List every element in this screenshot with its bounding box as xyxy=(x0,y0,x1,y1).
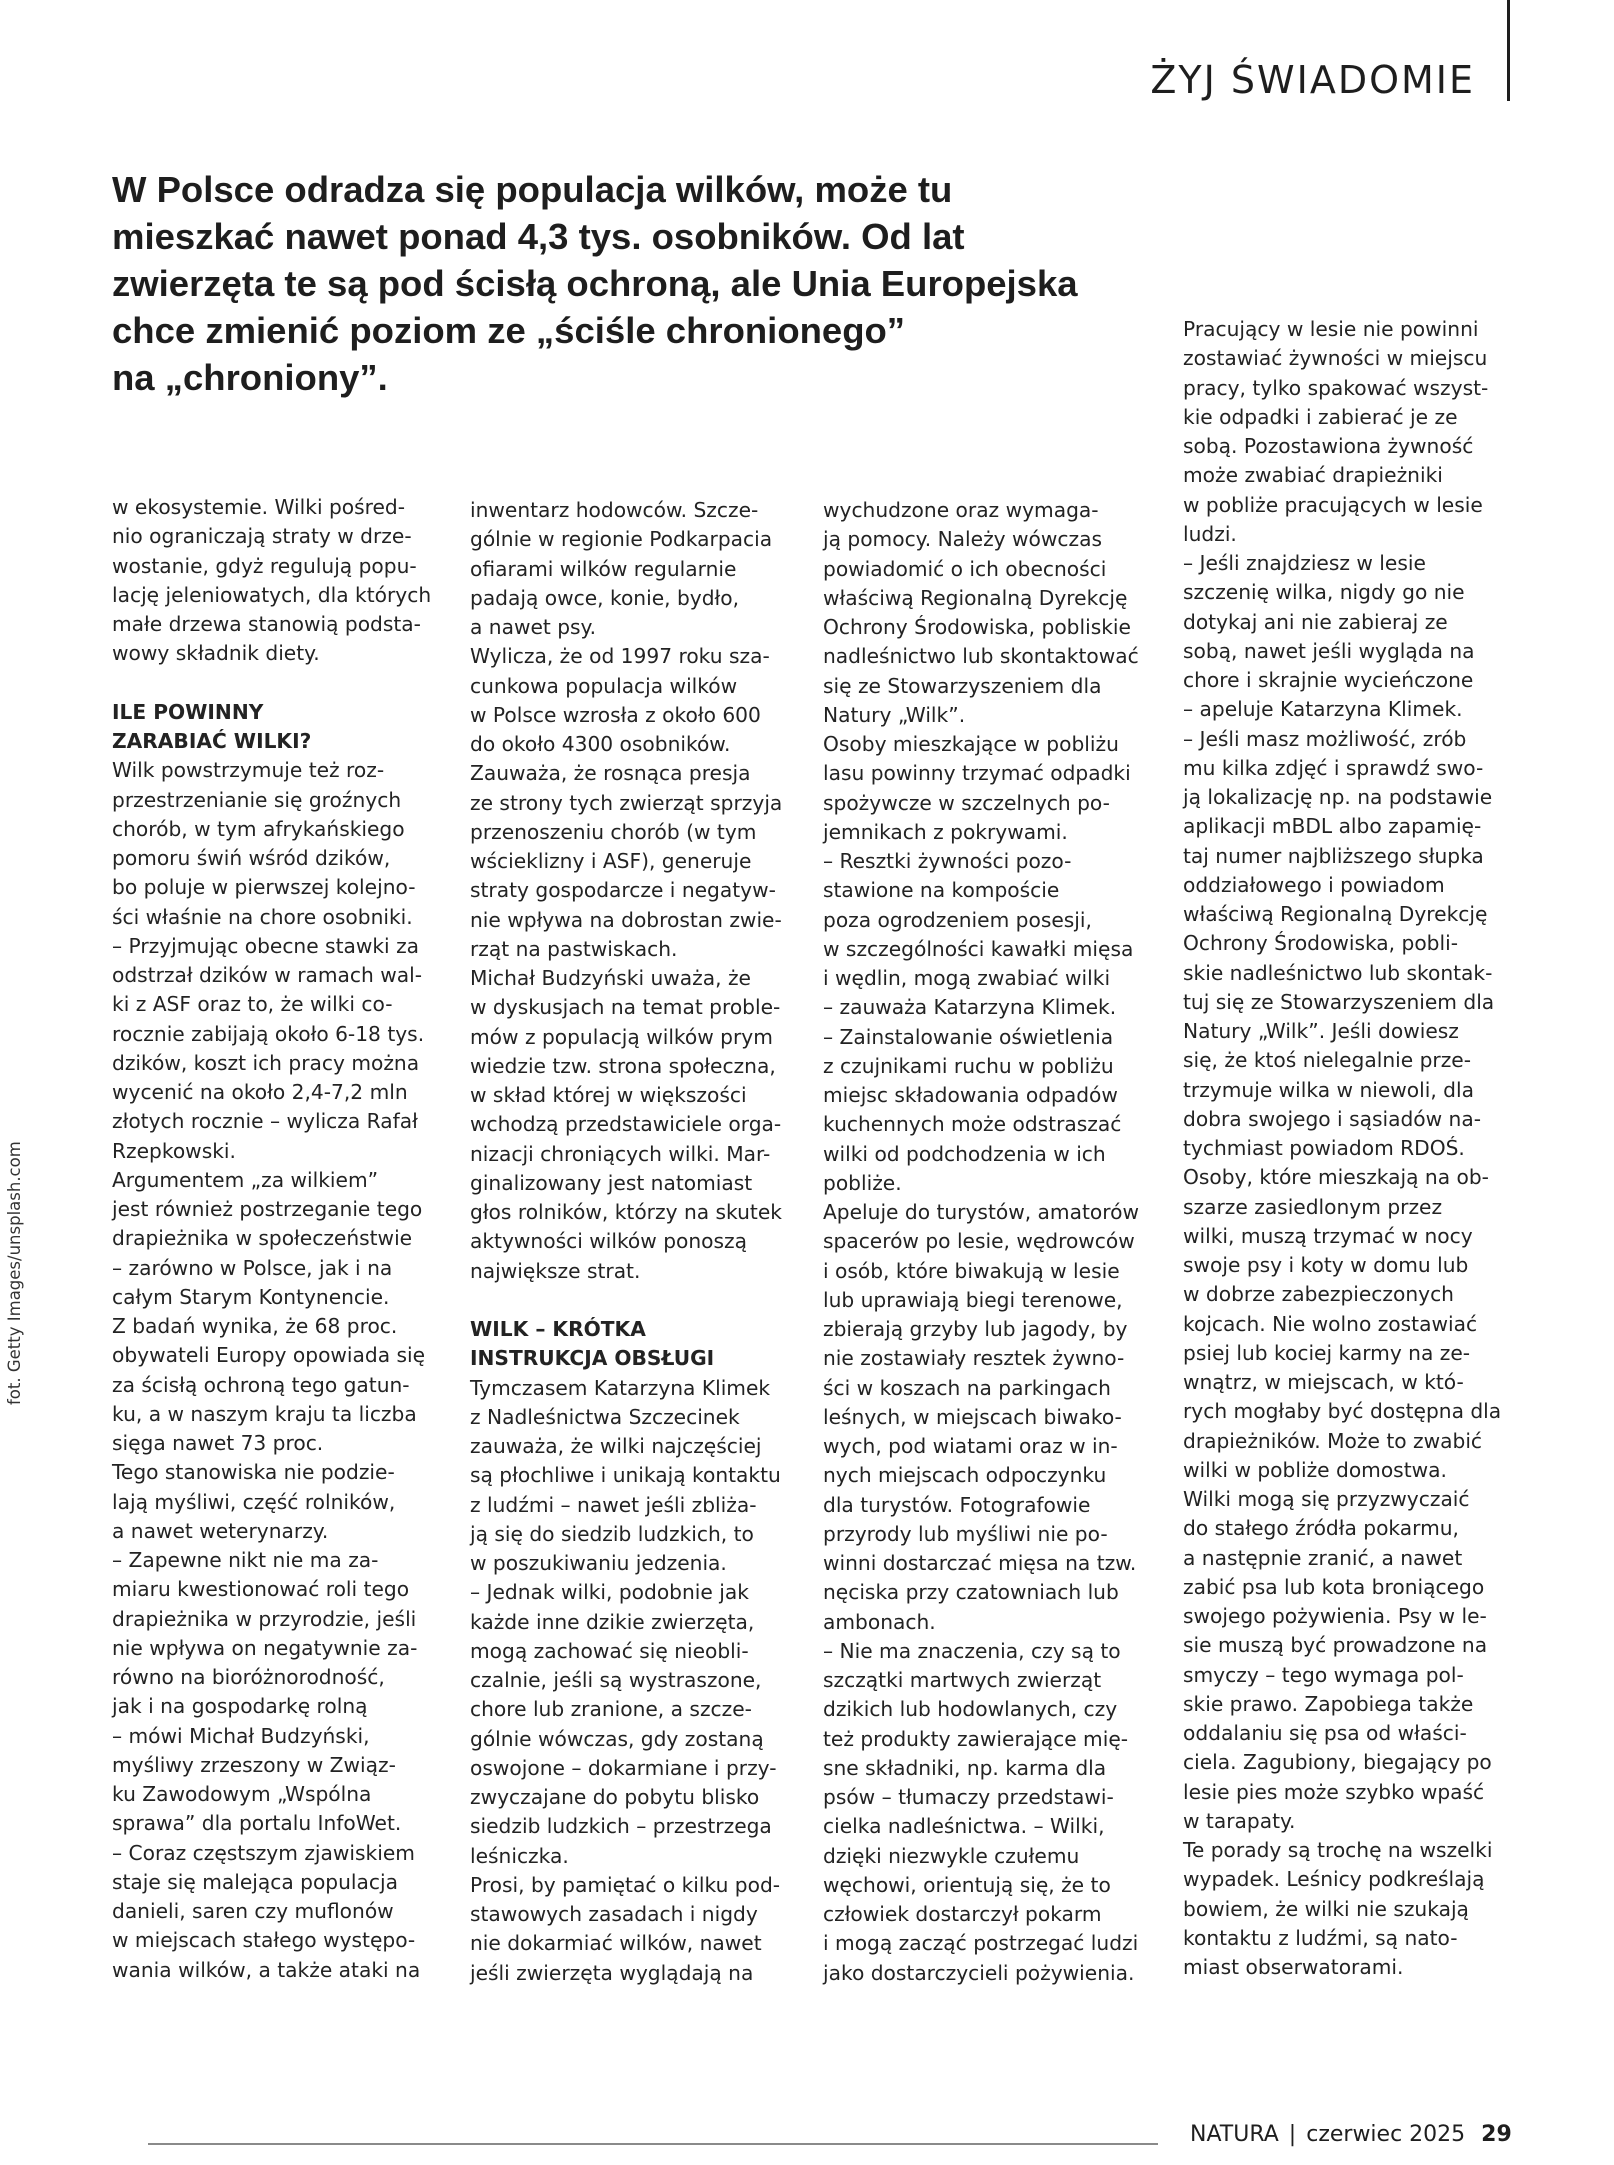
body-text-line: czalnie, jeśli są wystraszone, xyxy=(470,1668,762,1692)
body-text-line: największe strat. xyxy=(470,1258,641,1283)
body-text-line: dzięki niezwykle czułemu xyxy=(823,1843,1080,1868)
body-text-line: kojcach. Nie wolno zostawiać xyxy=(1183,1311,1478,1336)
body-text-line: gólnie w regionie Podkarpacia xyxy=(470,527,773,552)
body-text-line: lają myśliwi, część rolników, xyxy=(112,1489,396,1514)
body-text-line: wilki w pobliże domostwa. xyxy=(1183,1457,1447,1482)
body-text-line: staje się malejąca populacja xyxy=(112,1869,398,1894)
body-text-line: wycenić na około 2,4-7,2 mln xyxy=(112,1080,408,1104)
body-text-line: siedzib ludzkich – przestrzega xyxy=(470,1814,772,1839)
body-text-line: pomoru świń wśród dzików, xyxy=(112,846,391,870)
body-text-line: Wilki mogą się przyzwyczaić xyxy=(1183,1487,1470,1511)
body-text-line: nadleśnictwo lub skontaktować xyxy=(823,644,1139,669)
body-text-line: danieli, saren czy muflonów xyxy=(112,1899,394,1923)
issue-date: czerwiec 2025 xyxy=(1306,2122,1466,2147)
body-text-line: zbierają grzyby lub jagody, by xyxy=(823,1317,1128,1341)
body-text-line: w Polsce wzrosła z około 600 xyxy=(470,702,761,727)
body-text-line: jemnikach z pokrywami. xyxy=(823,819,1068,844)
body-text-line: smyczy – tego wymaga pol- xyxy=(1183,1662,1464,1687)
text-column-4 xyxy=(1183,315,1501,1982)
body-text-line: ki z ASF oraz to, że wilki co- xyxy=(112,992,393,1017)
body-text-line: wych, pod wiatami oraz w in- xyxy=(823,1434,1118,1458)
body-text-line: trzymuje wilka w niewoli, dla xyxy=(1183,1077,1474,1102)
body-text-line: poza ogrodzeniem posesji, xyxy=(823,907,1092,932)
body-text-line: winni dostarczać mięsa na tzw. xyxy=(823,1551,1137,1575)
body-text-line: i osób, które biwakują w lesie xyxy=(823,1258,1120,1283)
body-text-line: nie wpływa na dobrostan zwie- xyxy=(470,907,782,932)
body-text-line: zwyczajane do pobytu blisko xyxy=(470,1785,760,1809)
body-text-line: spacerów po lesie, wędrowców xyxy=(823,1229,1135,1254)
body-text-line: kontaktu z ludźmi, są nato- xyxy=(1183,1925,1458,1950)
body-text-line: – Nie ma znaczenia, czy są to xyxy=(823,1638,1121,1663)
body-text-line: tychmiast powiadom RDOŚ. xyxy=(1183,1136,1465,1160)
body-text-line: Natury „Wilk”. Jeśli dowiesz xyxy=(1183,1019,1459,1043)
body-text-line: cielka nadleśnictwa. – Wilki, xyxy=(823,1814,1105,1839)
body-text-line: kie odpadki i zabierać je ze xyxy=(1183,404,1458,429)
body-text-line: i wędlin, mogą zwabiać wilki xyxy=(823,966,1111,990)
body-text-line: oddziałowego i powiadom xyxy=(1183,872,1445,897)
body-text-line: równo na bioróżnorodność, xyxy=(112,1665,385,1689)
body-text-line: w poszukiwaniu jedzenia. xyxy=(470,1551,727,1575)
body-text-line: Michał Budzyński uważa, że xyxy=(470,966,751,990)
body-text-line: do około 4300 osobników. xyxy=(470,732,731,756)
body-text-line: odstrzał dzików w ramach wal- xyxy=(112,963,423,987)
footer-separator: | xyxy=(1288,2122,1297,2147)
body-text-line: – Przyjmując obecne stawki za xyxy=(112,933,420,958)
body-text-line: przestrzenianie się groźnych xyxy=(112,787,402,812)
body-text-line: małe drzewa stanowią podsta- xyxy=(112,612,421,636)
photo-credit: fot. Getty Images/unsplash.com xyxy=(5,1141,24,1405)
section-label: ŻYJ ŚWIADOMIE xyxy=(1150,58,1475,102)
lead-line: zwierzęta te są pod ścisłą ochroną, ale Unia Europejska xyxy=(112,263,1078,304)
body-text-line: nio ograniczają straty w drze- xyxy=(112,524,412,549)
body-text-line: każde inne dzikie zwierzęta, xyxy=(470,1609,755,1634)
body-text-line: Argumentem „za wilkiem” xyxy=(112,1167,379,1192)
body-text-line: wiedzie tzw. strona społeczna, xyxy=(470,1053,776,1078)
body-text-line: miast obserwatorami. xyxy=(1183,1955,1404,1979)
body-text-line: lesie pies może szybko wpaść xyxy=(1183,1779,1485,1804)
body-text-line: się ze Stowarzyszeniem dla xyxy=(823,673,1102,698)
body-text-line: Wilk powstrzymuje też roz- xyxy=(112,758,385,783)
body-text-line: sięga nawet 73 proc. xyxy=(112,1431,324,1455)
body-text-line: sne składniki, np. karma dla xyxy=(823,1755,1107,1780)
body-text-line: ści właśnie na chore osobniki. xyxy=(112,904,413,929)
section-heading-line: ILE POWINNY xyxy=(112,699,264,724)
body-text-line: ją lokalizację np. na podstawie xyxy=(1183,785,1493,809)
body-text-line: wchodzą przedstawiciele orga- xyxy=(470,1112,782,1137)
body-text-line: ści w koszach na parkingach xyxy=(823,1375,1111,1400)
body-text-line: nie wpływa on negatywnie za- xyxy=(112,1635,418,1660)
body-text-line: aplikacji mBDL albo zapamię- xyxy=(1183,814,1482,839)
body-text-line: właściwą Regionalną Dyrekcję xyxy=(823,585,1128,610)
lead-line: W Polsce odradza się populacja wilków, może tu xyxy=(112,169,953,210)
body-text-line: z czujnikami ruchu w pobliżu xyxy=(823,1053,1114,1078)
body-text-line: Apeluje do turystów, amatorów xyxy=(823,1200,1139,1224)
body-text-line: ją pomocy. Należy wówczas xyxy=(823,527,1102,552)
body-text-line: wostanie, gdyż regulują popu- xyxy=(112,553,417,578)
body-text-line: kuchennych może odstraszać xyxy=(823,1112,1122,1137)
lead-line: na „chroniony”. xyxy=(112,357,388,398)
body-text-line: w tarapaty. xyxy=(1183,1808,1296,1833)
body-text-line: leśniczka. xyxy=(470,1843,569,1868)
body-text-line: powiadomić o ich obecności xyxy=(823,556,1107,581)
body-text-line: Pracujący w lesie nie powinni xyxy=(1183,317,1479,341)
body-text-line: – Resztki żywności pozo- xyxy=(823,849,1072,873)
section-heading-line: INSTRUKCJA OBSŁUGI xyxy=(470,1346,715,1371)
body-text-line: mogą zachować się nieobli- xyxy=(470,1638,749,1663)
body-text-line: – Jeśli znajdziesz w lesie xyxy=(1183,551,1426,575)
body-text-line: sprawa” dla portalu InfoWet. xyxy=(112,1811,402,1836)
body-text-line: całym Starym Kontynencie. xyxy=(112,1284,390,1309)
body-text-line: ludzi. xyxy=(1183,521,1237,546)
body-text-line xyxy=(112,669,431,698)
body-text-line: ją się do siedzib ludzkich, to xyxy=(470,1521,754,1546)
body-text-line: za ścisłą ochroną tego gatun- xyxy=(112,1372,410,1397)
body-text-line: a następnie zranić, a nawet xyxy=(1183,1545,1463,1570)
body-text-line: dzikich lub hodowlanych, czy xyxy=(823,1697,1118,1722)
body-text-line: mu kilka zdjęć i sprawdź swo- xyxy=(1183,755,1484,780)
body-text-line: psiej lub kociej karmy na ze- xyxy=(1183,1340,1471,1365)
body-text-line: Wylicza, że od 1997 roku sza- xyxy=(470,644,770,669)
body-text-line: – Zapewne nikt nie ma za- xyxy=(112,1548,379,1572)
body-text-line: padają owce, konie, bydło, xyxy=(470,585,740,610)
body-text-line: Z badań wynika, że 68 proc. xyxy=(112,1314,398,1338)
body-text-line: Prosi, by pamiętać o kilku pod- xyxy=(470,1872,781,1897)
magazine-name: NATURA xyxy=(1190,2122,1279,2147)
body-text-line: a nawet psy. xyxy=(470,615,597,639)
body-text-line: psów – tłumaczy przedstawi- xyxy=(823,1785,1114,1809)
body-text-line: Ochrony Środowiska, pobliskie xyxy=(823,615,1131,639)
body-text-line: oswojone – dokarmiane i przy- xyxy=(470,1755,777,1780)
body-text-line: pracy, tylko spakować wszyst- xyxy=(1183,375,1489,400)
body-text-line: przyrody lub myśliwi nie po- xyxy=(823,1521,1108,1546)
body-text-line: miaru kwestionować roli tego xyxy=(112,1577,410,1602)
body-text-line: wowy składnik diety. xyxy=(112,641,320,666)
body-text-line: nie zostawiały resztek żywno- xyxy=(823,1346,1125,1371)
body-text-line: wypadek. Leśnicy podkreślają xyxy=(1183,1867,1485,1892)
body-text-line: wnątrz, w miejscach, w któ- xyxy=(1183,1370,1464,1394)
body-text-line: może zwabiać drapieżniki xyxy=(1183,463,1443,488)
body-text-line: bo poluje w pierwszej kolejno- xyxy=(112,875,416,900)
body-text-line: do stałego źródła pokarmu, xyxy=(1183,1516,1459,1541)
body-text-line: wania wilków, a także ataki na xyxy=(112,1957,421,1982)
body-text-line: dla turystów. Fotografowie xyxy=(823,1492,1091,1517)
body-text-line: chore i skrajnie wycieńczone xyxy=(1183,668,1474,692)
body-text-line: – zauważa Katarzyna Klimek. xyxy=(823,995,1117,1020)
body-text-line: jako dostarczycieli pożywienia. xyxy=(823,1960,1135,1985)
body-text-line: mów z populacją wilków prym xyxy=(470,1024,773,1049)
body-text-line: rocznie zabijają około 6-18 tys. xyxy=(112,1021,425,1046)
body-text-line: oddalaniu się psa od właści- xyxy=(1183,1721,1467,1745)
body-text-line: w dobrze zabezpieczonych xyxy=(1183,1282,1454,1307)
body-text-line: – Jeśli masz możliwość, zrób xyxy=(1183,726,1467,751)
body-text-line: lub uprawiają biegi terenowe, xyxy=(823,1287,1123,1312)
body-text-line: – zarówno w Polsce, jak i na xyxy=(112,1255,393,1280)
body-text-line: Te porady są trochę na wszelki xyxy=(1183,1838,1493,1862)
body-text-line xyxy=(470,1286,782,1315)
body-text-line: dobra swojego i sąsiadów na- xyxy=(1183,1106,1482,1131)
body-text-line: swoje psy i koty w domu lub xyxy=(1183,1253,1469,1277)
body-text-line: ku, a w naszym kraju ta liczba xyxy=(112,1401,417,1426)
body-text-line: – Jednak wilki, podobnie jak xyxy=(470,1580,749,1605)
text-column-2 xyxy=(470,496,782,1988)
body-text-line: gólnie wówczas, gdy zostaną xyxy=(470,1726,764,1751)
body-text-line: myśliwy zrzeszony w Związ- xyxy=(112,1752,396,1777)
body-text-line: nęciska przy czatowniach lub xyxy=(823,1580,1119,1605)
body-text-line: taj numer najbliższego słupka xyxy=(1183,843,1484,868)
body-text-line: w dyskusjach na temat proble- xyxy=(470,995,781,1020)
body-text-line: chore lub zranione, a szcze- xyxy=(470,1697,752,1722)
body-text-line: nizacji chroniących wilki. Mar- xyxy=(470,1141,771,1166)
body-text-line: drapieżnika w przyrodzie, jeśli xyxy=(112,1606,417,1631)
body-text-line: rych mogłaby być dostępna dla xyxy=(1183,1399,1502,1424)
body-text-line: stawione na kompoście xyxy=(823,878,1060,903)
body-text-line: lację jeleniowatych, dla których xyxy=(112,582,432,607)
body-text-line: Ochrony Środowiska, pobli- xyxy=(1183,931,1458,956)
body-text-line: w ekosystemie. Wilki pośred- xyxy=(112,495,406,519)
lead-line: mieszkać nawet ponad 4,3 tys. osobników. Od lat xyxy=(112,216,965,257)
body-text-line: też produkty zawierające mię- xyxy=(823,1726,1129,1751)
body-text-line: ginalizowany jest natomiast xyxy=(470,1170,753,1195)
body-text-line: – apeluje Katarzyna Klimek. xyxy=(1183,697,1463,722)
body-text-line: nie dokarmiać wilków, nawet xyxy=(470,1931,762,1956)
body-text-line: jeśli zwierzęta wyglądają na xyxy=(470,1960,754,1985)
body-text-line: inwentarz hodowców. Szcze- xyxy=(470,498,759,522)
body-text-line: ofiarami wilków regularnie xyxy=(470,556,737,581)
body-text-line: a nawet weterynarzy. xyxy=(112,1518,329,1543)
footer-rule xyxy=(148,2143,1158,2145)
body-text-line: i mogą zacząć postrzegać ludzi xyxy=(823,1931,1139,1956)
body-text-line: ze strony tych zwierząt sprzyja xyxy=(470,790,783,815)
body-text-line: spożywcze w szczelnych po- xyxy=(823,790,1110,815)
body-text-line: sobą, nawet jeśli wygląda na xyxy=(1183,638,1475,663)
body-text-line: – Zainstalowanie oświetlenia xyxy=(823,1024,1114,1049)
body-text-line: straty gospodarcze i negatyw- xyxy=(470,878,776,903)
body-text-line: w miejscach stałego występo- xyxy=(112,1928,416,1953)
body-text-line: miejsc składowania odpadów xyxy=(823,1083,1118,1107)
body-text-line: – mówi Michał Budzyński, xyxy=(112,1723,370,1748)
body-text-line: – Coraz częstszym zjawiskiem xyxy=(112,1840,415,1865)
body-text-line: drapieżników. Może to zwabić xyxy=(1183,1428,1483,1453)
body-text-line: skie nadleśnictwo lub skontak- xyxy=(1183,960,1493,985)
body-text-line: zostawiać żywności w miejscu xyxy=(1183,346,1488,371)
body-text-line: szczenię wilka, nigdy go nie xyxy=(1183,580,1465,605)
body-text-line: Zauważa, że rosnąca presja xyxy=(470,761,751,786)
body-text-line: obywateli Europy opowiada się xyxy=(112,1343,426,1368)
body-text-line: przenoszeniu chorób (w tym xyxy=(470,819,757,844)
body-text-line: węchowi, orientują się, że to xyxy=(823,1872,1111,1897)
body-text-line: chorób, w tym afrykańskiego xyxy=(112,816,405,841)
body-text-line: w skład której w większości xyxy=(470,1083,747,1107)
body-text-line: Osoby, które mieszkają na ob- xyxy=(1183,1165,1489,1190)
body-text-line: nych miejscach odpoczynku xyxy=(823,1463,1107,1488)
body-text-line: głos rolników, którzy na skutek xyxy=(470,1200,782,1224)
body-text-line: w pobliże pracujących w lesie xyxy=(1183,492,1483,517)
body-text-line: dotykaj ani nie zabieraj ze xyxy=(1183,609,1448,634)
body-text-line: Tego stanowiska nie podzie- xyxy=(112,1460,395,1485)
body-text-line: szarze zasiedlonym przez xyxy=(1183,1194,1443,1219)
body-text-line: ciela. Zagubiony, biegający po xyxy=(1183,1750,1492,1775)
body-text-line: są płochliwe i unikają kontaktu xyxy=(470,1463,781,1488)
lead-line: chce zmienić poziom ze „ściśle chronionego” xyxy=(112,310,906,351)
lead-paragraph xyxy=(112,166,1152,401)
body-text-line: skie prawo. Zapobiega także xyxy=(1183,1691,1474,1716)
body-text-line: jak i na gospodarkę rolną xyxy=(112,1694,368,1719)
body-text-line: swojego pożywienia. Psy w le- xyxy=(1183,1604,1487,1628)
body-text-line: się, że ktoś nielegalnie prze- xyxy=(1183,1048,1472,1073)
body-text-line: Tymczasem Katarzyna Klimek xyxy=(470,1375,771,1400)
body-text-line: ku Zawodowym „Wspólna xyxy=(112,1782,372,1806)
body-text-line: wścieklizny i ASF), generuje xyxy=(470,849,752,873)
body-text-line: wilki od podchodzenia w ich xyxy=(823,1141,1106,1166)
body-text-line: pobliże. xyxy=(823,1170,902,1195)
body-text-line: wychudzone oraz wymaga- xyxy=(823,498,1099,522)
body-text-line: Rzepkowski. xyxy=(112,1138,236,1163)
body-text-line: właściwą Regionalną Dyrekcję xyxy=(1183,902,1488,926)
body-text-line: jest również postrzeganie tego xyxy=(112,1197,423,1221)
body-text-line: leśnych, w miejscach biwako- xyxy=(823,1404,1122,1429)
body-text-line: lasu powinny trzymać odpadki xyxy=(823,761,1131,786)
body-text-line: wilki, muszą trzymać w nocy xyxy=(1183,1223,1473,1248)
body-text-line: dzików, koszt ich pracy można xyxy=(112,1050,420,1075)
body-text-line: drapieżnika w społeczeństwie xyxy=(112,1226,413,1251)
section-heading-line: ZARABIAĆ WILKI? xyxy=(112,729,312,753)
body-text-line: złotych rocznie – wylicza Rafał xyxy=(112,1109,418,1134)
page-footer xyxy=(1190,2122,1520,2147)
body-text-line: z ludźmi – nawet jeśli zbliża- xyxy=(470,1492,757,1517)
body-text-line: rząt na pastwiskach. xyxy=(470,936,678,961)
text-column-1 xyxy=(112,493,431,1985)
body-text-line: stawowych zasadach i nigdy xyxy=(470,1902,758,1926)
body-text-line: sie muszą być prowadzone na xyxy=(1183,1633,1488,1658)
text-column-3 xyxy=(823,496,1139,1988)
body-text-line: zabić psa lub kota broniącego xyxy=(1183,1574,1485,1599)
body-text-line: tuj się ze Stowarzyszeniem dla xyxy=(1183,989,1495,1014)
body-text-line: bowiem, że wilki nie szukają xyxy=(1183,1896,1469,1921)
body-text-line: Osoby mieszkające w pobliżu xyxy=(823,732,1119,756)
body-text-line: aktywności wilków ponoszą xyxy=(470,1229,747,1254)
body-text-line: Natury „Wilk”. xyxy=(823,702,966,727)
page-number: 29 xyxy=(1481,2122,1512,2147)
body-text-line: cunkowa populacja wilków xyxy=(470,673,738,698)
section-heading-line: WILK – KRÓTKA xyxy=(470,1317,646,1341)
body-text-line: człowiek dostarczył pokarm xyxy=(823,1902,1102,1926)
body-text-line: ambonach. xyxy=(823,1609,936,1634)
body-text-line: sobą. Pozostawiona żywność xyxy=(1183,434,1474,458)
body-text-line: zauważa, że wilki najczęściej xyxy=(470,1434,762,1458)
header-rule xyxy=(1507,0,1510,101)
body-text-line: szczątki martwych zwierząt xyxy=(823,1668,1102,1692)
body-text-line: w szczególności kawałki mięsa xyxy=(823,936,1134,961)
body-text-line: z Nadleśnictwa Szczecinek xyxy=(470,1404,740,1429)
